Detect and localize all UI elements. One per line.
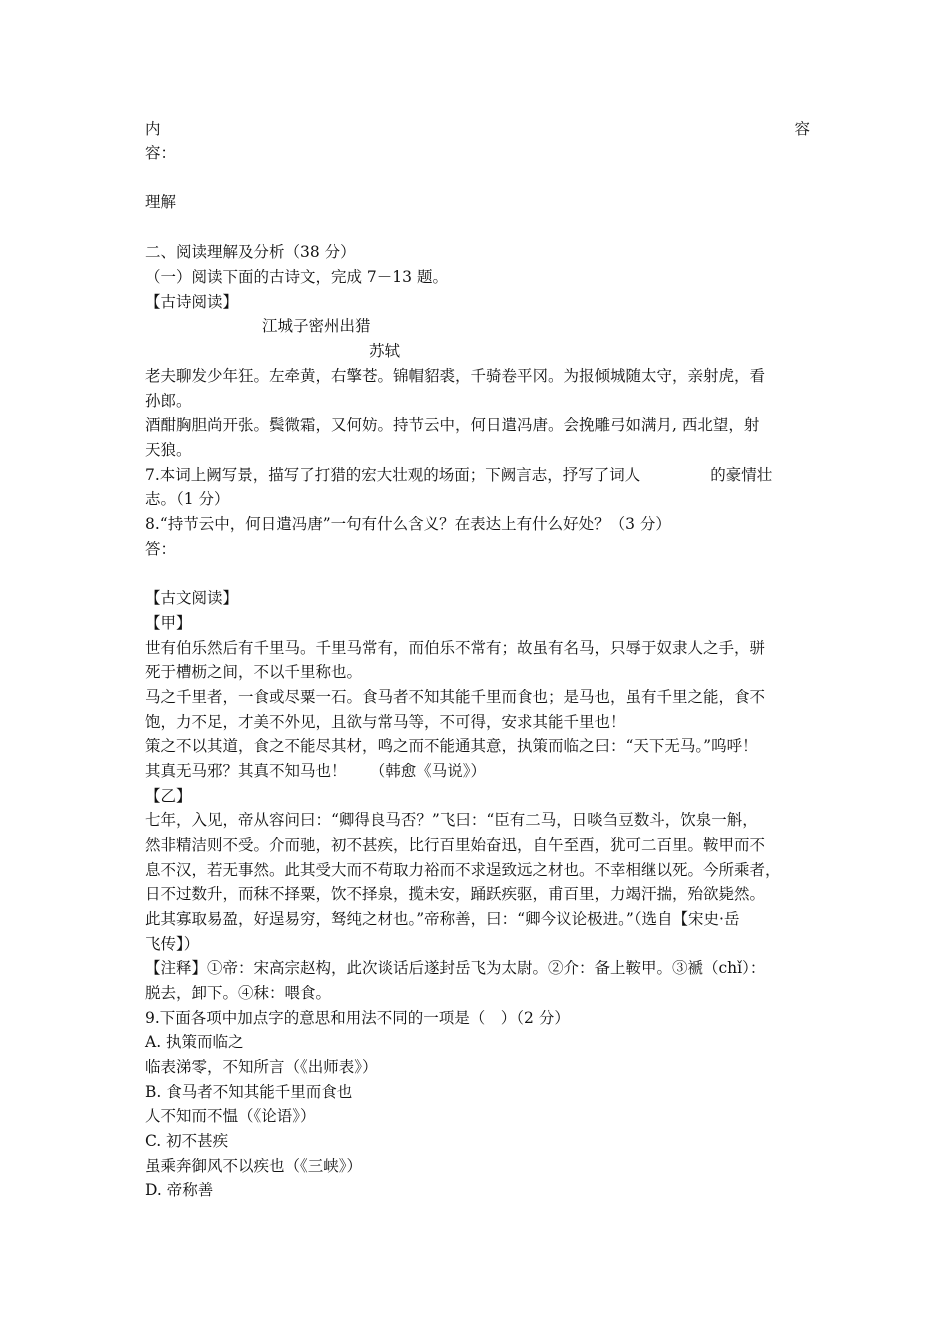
poem-author: 苏轼 (369, 342, 401, 360)
question-7-part-2: 的豪情壮 (710, 466, 773, 484)
prose-yi-line: 飞传】） (145, 935, 200, 953)
prose-yi-label: 【乙】 (145, 787, 192, 805)
prose-yi-line: 七年，入见，帝从容问曰：“卿得良马否？”飞曰：“臣有二马，日啖刍豆数斗，饮泉一斛， (145, 811, 758, 829)
question-9-stem: 9.下面各项中加点字的意思和用法不同的一项是（ ）（2 分） (145, 1009, 570, 1027)
prose-jia-label: 【甲】 (145, 614, 192, 632)
top-line-1-right: 容 (794, 120, 810, 138)
question-9-option: A. 执策而临之 (145, 1033, 244, 1051)
poem-title: 江城子密州出猎 (262, 317, 371, 335)
top-line-1 (145, 117, 810, 142)
question-9-option: C. 初不甚疾 (145, 1132, 229, 1150)
poem-line-2b: 天狼。 (145, 441, 192, 459)
question-7-part-1: 7.本词上阙写景，描写了打猎的宏大壮观的场面；下阙言志，抒写了词人 (145, 466, 641, 484)
question-9-option: 虽乘奔御风不以疾也（《三峡》） (145, 1157, 363, 1175)
prose-jia-line: 其真无马邪？其真不知马也！ （韩愈《马说》） (145, 762, 487, 780)
question-9-option: 人不知而不愠（《论语》） (145, 1107, 316, 1125)
prose-jia-line: 马之千里者，一食或尽粟一石。食马者不知其能千里而食也；是马也，虽有千里之能，食不 (145, 688, 766, 706)
notes-line: 脱去，卸下。④秣：喂食。 (145, 984, 332, 1002)
poem-line-1b: 孙郎。 (145, 392, 192, 410)
top-line-1-left: 内 (145, 120, 161, 138)
prose-jia-line: 死于槽枥之间，不以千里称也。 (145, 663, 363, 681)
poem-line-2a: 酒酣胸胆尚开张。鬓微霜，又何妨。持节云中，何日遣冯唐。会挽雕弓如满月, 西北望，射 (145, 416, 760, 434)
question-9-option: D. 帝称善 (145, 1181, 214, 1199)
top-line-2: 容： (145, 144, 177, 162)
top-line-3: 理解 (145, 193, 177, 211)
prose-jia-line: 饱，力不足，才美不外见，且欲与常马等，不可得，安求其能千里也！ (145, 713, 626, 731)
prose-label: 【古文阅读】 (145, 589, 239, 607)
prose-jia-line: 策之不以其道，食之不能尽其材，鸣之而不能通其意，执策而临之曰：“天下无马。”呜呼！ (145, 737, 758, 755)
question-8-answer: 答： (145, 540, 177, 558)
prose-yi-line: 日不过数升，而秣不择粟，饮不择泉，揽未安，踊跃疾驱，甫百里，力竭汗揣，殆欲毙然。 (145, 885, 766, 903)
prose-yi-line: 然非精洁则不受。介而驰，初不甚疾，比行百里始奋迅，自午至酉，犹可二百里。鞍甲而不 (145, 836, 766, 854)
poem-line-1a: 老夫聊发少年狂。左牵黄，右擎苍。锦帽貂裘，千骑卷平冈。为报倾城随太守，亲射虎，看 (145, 367, 766, 385)
prose-jia-line: 世有伯乐然后有千里马。千里马常有，而伯乐不常有；故虽有名马，只辱于奴隶人之手，骈 (145, 639, 766, 657)
section-intro: （一）阅读下面的古诗文，完成 7－13 题。 (145, 268, 448, 286)
question-7-line-2: 志。（1 分） (145, 490, 230, 508)
section-heading: 二、阅读理解及分析（38 分） (145, 243, 356, 261)
prose-yi-line: 息不汉，若无事然。此其受大而不苟取力裕而不求逞致远之材也。不幸相继以死。今所乘者， (145, 861, 781, 879)
prose-yi-line: 此其寡取易盈，好逞易穷，驽纯之材也。”帝称善，曰：“卿今议论极进。”（选自【宋史·岳 (145, 910, 740, 928)
question-9-option: B. 食马者不知其能千里而食也 (145, 1083, 353, 1101)
question-8: 8.“持节云中，何日遣冯唐”一句有什么含义？在表达上有什么好处？（3 分） (145, 515, 671, 533)
notes-line: 【注释】①帝：宋高宗赵构，此次谈话后遂封岳飞为太尉。②介：备上鞍甲。③褫（chǐ）： (145, 959, 766, 977)
question-9-option: 临表涕零，不知所言（《出师表》） (145, 1058, 378, 1076)
question-7-line-1 (145, 463, 810, 488)
poem-label: 【古诗阅读】 (145, 293, 239, 311)
